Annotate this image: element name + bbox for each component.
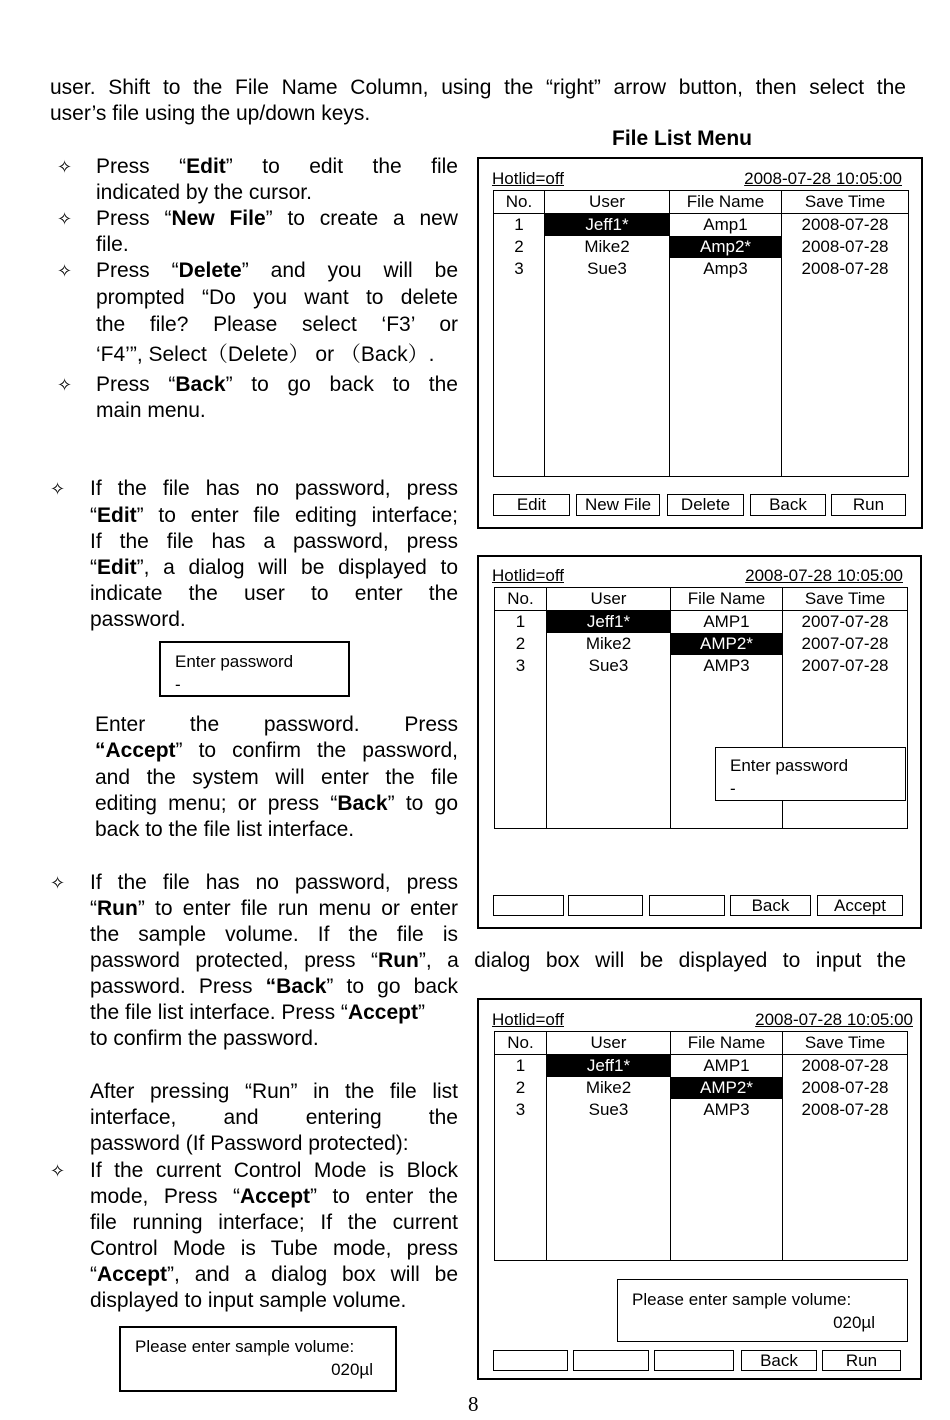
bullet-back-line2: main menu. <box>96 399 206 422</box>
bullet-newfile-line2: file. <box>96 233 129 256</box>
bullet-icon: ✧ <box>57 375 73 396</box>
empty-softkey[interactable] <box>493 895 564 916</box>
sample-volume-label: Please enter sample volume: <box>135 1337 355 1356</box>
section3-line7: to confirm the password. <box>90 1027 319 1050</box>
col-header-user: User <box>590 1033 627 1052</box>
panel-datetime: 2008-07-28 10:05:00 <box>745 566 903 585</box>
empty-softkey[interactable] <box>654 1350 734 1371</box>
row-savetime: 2008-07-28 <box>801 1078 889 1097</box>
section3-line2: “Run” to enter file run menu or enter <box>90 897 458 920</box>
row-savetime: 2007-07-28 <box>801 612 889 631</box>
row-no: 2 <box>514 237 524 256</box>
col-header-filename: File Name <box>687 589 766 608</box>
bullet-icon: ✧ <box>50 1161 66 1182</box>
section3-line3: the sample volume. If the file is <box>90 923 458 946</box>
password-dialog <box>715 747 906 801</box>
section5-line4: Control Mode is Tube mode, press <box>90 1237 458 1260</box>
row-no: 2 <box>515 1078 526 1097</box>
col-header-filename: File Name <box>686 192 765 211</box>
section2-line4: “Edit”, a dialog will be displayed to <box>90 556 458 579</box>
section5-line5: “Accept”, and a dialog box will be <box>90 1263 458 1286</box>
bullet-delete-line4: ‘F4’”, Select（Delete） or （Back）. <box>96 343 435 366</box>
col-header-filename: File Name <box>687 1033 766 1052</box>
col-header-savetime: Save Time <box>804 589 886 608</box>
section3-line6: the file list interface. Press “Accept” <box>90 1001 425 1024</box>
bullet-icon: ✧ <box>50 873 66 894</box>
section4-line1: After pressing “Run” in the file list <box>90 1080 458 1103</box>
row-no: 3 <box>514 259 524 278</box>
sample-volume-dialog <box>617 1279 908 1342</box>
section2-line5: indicate the user to enter the <box>90 582 458 605</box>
row-savetime: 2007-07-28 <box>801 634 889 653</box>
back-button[interactable]: Back <box>730 895 811 916</box>
row-filename[interactable]: AMP1 <box>703 612 750 631</box>
section5-line2: mode, Press “Accept” to enter the <box>90 1185 458 1208</box>
file-list-panel-1 <box>477 157 923 529</box>
panel-datetime: 2008-07-28 10:05:00 <box>755 1010 913 1029</box>
section2-line1: If the file has no password, press <box>90 477 458 500</box>
empty-softkey[interactable] <box>573 1350 649 1371</box>
row-no: 1 <box>515 1056 526 1075</box>
row-savetime: 2007-07-28 <box>801 656 889 675</box>
section2-line3: If the file has a password, press <box>90 530 458 553</box>
bullet-icon: ✧ <box>50 479 66 500</box>
file-list-menu-title: File List Menu <box>612 127 753 150</box>
row-savetime: 2008-07-28 <box>801 1100 889 1119</box>
col-header-user: User <box>589 192 625 211</box>
back-button[interactable]: Back <box>750 494 826 516</box>
row-user-selected[interactable]: Jeff1* <box>547 1055 670 1077</box>
sample-volume-dialog <box>119 1326 397 1392</box>
password-input[interactable]: - <box>175 675 181 694</box>
hotlid-status: Hotlid=off <box>492 169 564 188</box>
row-user-selected[interactable]: Jeff1* <box>547 611 670 633</box>
edit-button[interactable]: Edit <box>493 494 570 516</box>
password-label: Enter password <box>730 756 849 775</box>
bullet-edit-line2: indicated by the cursor. <box>96 181 312 204</box>
section5-line1: If the current Control Mode is Block <box>90 1159 458 1182</box>
row-user[interactable]: Sue3 <box>587 259 627 278</box>
row-filename[interactable]: Amp1 <box>703 215 748 234</box>
page-number: 8 <box>468 1392 479 1416</box>
accept-button[interactable]: Accept <box>817 895 903 916</box>
section5-line6: displayed to input sample volume. <box>90 1289 407 1312</box>
section2b-line5: back to the file list interface. <box>95 818 355 841</box>
section4-line3: password (If Password protected): <box>90 1132 409 1155</box>
bullet-edit-line1: Press “Edit” to edit the file <box>96 155 458 178</box>
section3-line5: password. Press “Back” to go back <box>90 975 459 998</box>
col-header-savetime: Save Time <box>804 1033 886 1052</box>
bullet-newfile-line1: Press “New File” to create a new <box>96 207 458 230</box>
row-no: 3 <box>515 1100 526 1119</box>
password-input[interactable]: - <box>730 779 736 798</box>
password-dialog <box>159 641 350 697</box>
row-filename[interactable]: AMP1 <box>703 1056 750 1075</box>
col-header-no: No. <box>505 192 533 211</box>
bullet-back-line1: Press “Back” to go back to the <box>96 373 458 396</box>
bullet-icon: ✧ <box>57 209 73 230</box>
row-savetime: 2008-07-28 <box>801 259 889 278</box>
section2b-line3: and the system will enter the file <box>95 766 458 789</box>
row-no: 3 <box>515 656 526 675</box>
section2b-line2: “Accept” to confirm the password, <box>95 739 458 762</box>
sample-volume-label: Please enter sample volume: <box>632 1290 852 1309</box>
hotlid-status: Hotlid=off <box>492 1010 564 1029</box>
file-table <box>494 1031 908 1261</box>
col-header-user: User <box>590 589 627 608</box>
section4-line2: interface, and entering the <box>90 1106 458 1129</box>
section2-line6: password. <box>90 608 186 631</box>
row-filename-selected[interactable]: Amp2* <box>670 236 781 258</box>
intro-line-1: user. Shift to the File Name Column, using the “right” arrow button, then select the <box>50 76 906 99</box>
bullet-delete-line1: Press “Delete” and you will be <box>96 259 458 282</box>
row-no: 1 <box>514 215 524 234</box>
row-user[interactable]: Sue3 <box>588 1100 629 1119</box>
section3-line4: password protected, press “Run”, a dialog box will be displayed to input the <box>90 949 906 972</box>
file-table <box>493 190 909 477</box>
password-label: Enter password <box>175 652 294 671</box>
section2-line2: “Edit” to enter file editing interface; <box>90 504 458 527</box>
row-user[interactable]: Mike2 <box>585 1078 632 1097</box>
file-list-panel-2 <box>477 555 922 929</box>
panel-datetime: 2008-07-28 10:05:00 <box>744 169 902 188</box>
sample-volume-input[interactable]: 020µl <box>833 1313 875 1332</box>
col-header-no: No. <box>507 589 534 608</box>
bullet-icon: ✧ <box>57 261 73 282</box>
col-header-savetime: Save Time <box>804 192 886 211</box>
run-button[interactable]: Run <box>822 1350 901 1371</box>
back-button[interactable]: Back <box>741 1350 817 1371</box>
section3-line1: If the file has no password, press <box>90 871 458 894</box>
row-user-selected[interactable]: Jeff1* <box>545 214 669 236</box>
row-filename-selected[interactable]: AMP2* <box>671 1077 782 1099</box>
bullet-delete-line2: prompted “Do you want to delete <box>96 286 458 309</box>
row-savetime: 2008-07-28 <box>801 215 889 234</box>
empty-softkey[interactable] <box>493 1350 568 1371</box>
hotlid-status: Hotlid=off <box>492 566 564 585</box>
row-user[interactable]: Sue3 <box>588 656 629 675</box>
row-no: 2 <box>515 634 526 653</box>
sample-volume-input[interactable]: 020µl <box>331 1360 373 1379</box>
row-no: 1 <box>515 612 526 631</box>
empty-softkey[interactable] <box>568 895 643 916</box>
row-filename[interactable]: AMP3 <box>703 1100 750 1119</box>
section5-line3: file running interface; If the current <box>90 1211 458 1234</box>
intro-line-2: user’s file using the up/down keys. <box>50 102 371 125</box>
new-file-button[interactable]: New File <box>576 494 660 516</box>
bullet-delete-line3: the file? Please select ‘F3’ or <box>96 313 458 336</box>
row-filename-selected[interactable]: AMP2* <box>671 633 782 655</box>
row-savetime: 2008-07-28 <box>801 237 889 256</box>
row-user[interactable]: Mike2 <box>585 634 632 653</box>
col-header-no: No. <box>507 1033 534 1052</box>
row-savetime: 2008-07-28 <box>801 1056 889 1075</box>
empty-softkey[interactable] <box>649 895 725 916</box>
bullet-icon: ✧ <box>57 157 73 178</box>
section2b-line1: Enter the password. Press <box>95 713 458 736</box>
row-filename[interactable]: Amp3 <box>703 259 748 278</box>
row-user[interactable]: Mike2 <box>584 237 630 256</box>
section2b-line4: editing menu; or press “Back” to go <box>95 792 458 815</box>
file-list-panel-3 <box>477 998 922 1380</box>
run-button[interactable]: Run <box>831 494 906 516</box>
delete-button[interactable]: Delete <box>667 494 744 516</box>
row-filename[interactable]: AMP3 <box>703 656 750 675</box>
